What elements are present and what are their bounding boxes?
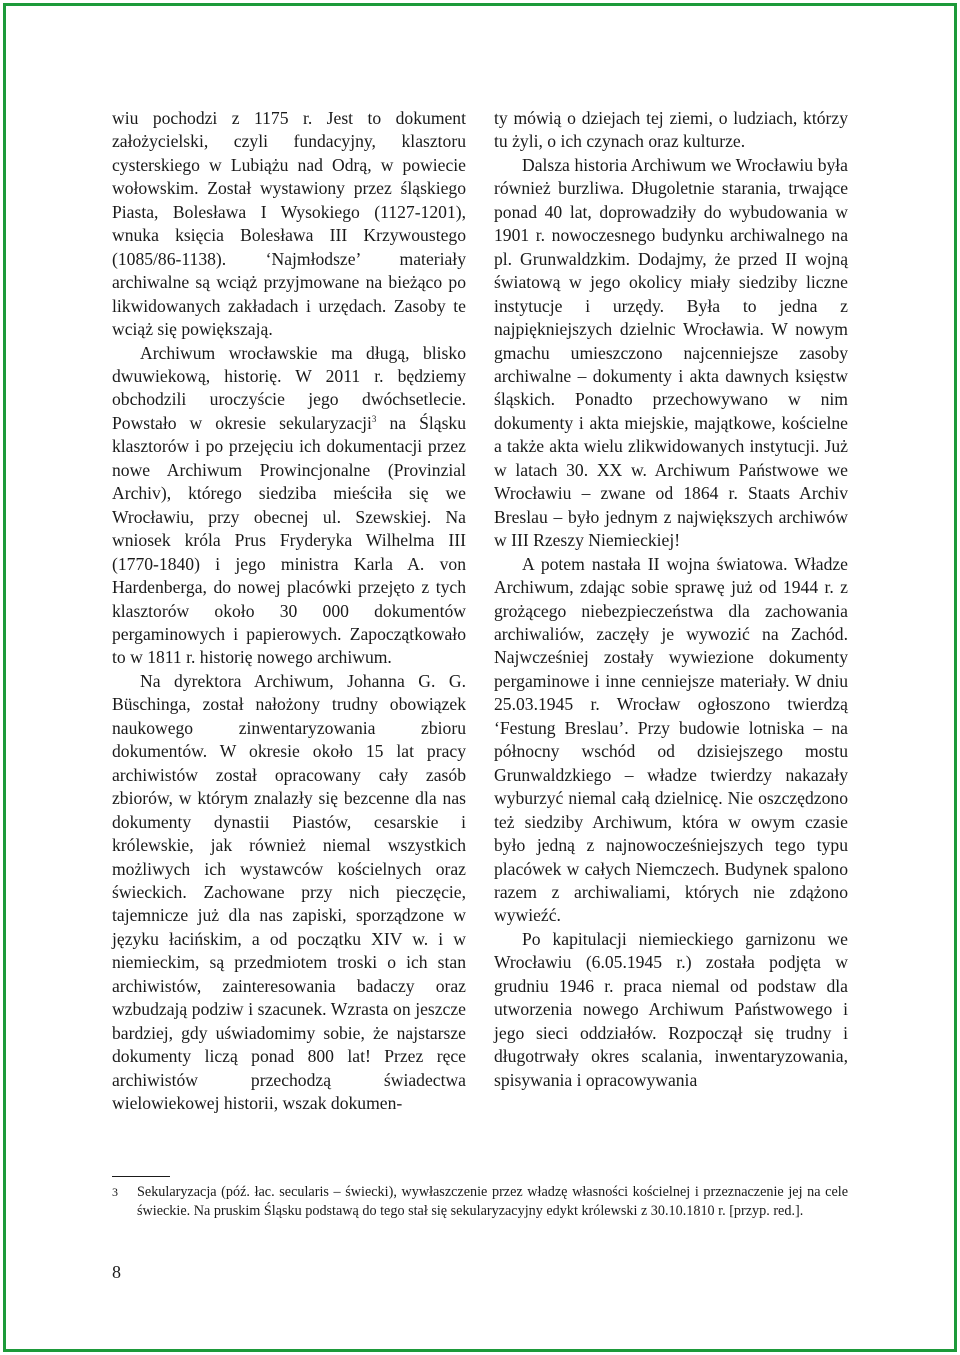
footnote — [112, 1183, 848, 1221]
left-paragraph-2-text-b: na Śląsku klasztorów i po przejęciu ich dokumentacji przez nowe Archiwum Prowincjonalne (Provinzial Archiv), którego siedziba mieściła się we Wrocławiu, przy obecnej ul. Szewskiej. Na wniosek króla Prus Fryderyka Wilhelma III (1770-1840) i jego ministra Karla A. von Hardenberga, do nowej placówki przejęto z tych klasztorów około 30 000 dokumentów pergaminowych i papierowych. Zapoczątkowało to w 1811 r. historię nowego archiwum. — [112, 412, 467, 668]
right-paragraph-3: A potem nastała II wojna światowa. Władze Archiwum, zdając sobie sprawę już od 1944 r. z grożącego niebezpieczeństwa dla zachowania archiwaliów, zaczęły je wywozić na Zachód. Najwcześniej zostały wywiezione dokumenty pergaminowe i inne cenniejsze materiały. W dniu 25.03.1945 r. Wrocław ogłoszono twierdzą ‘Festung Breslau’. Przy budowie lotniska – na północny wschód od dzisiejszego mostu Grunwaldzkiego – władze twierdzy nakazały wyburzyć niemal całą dzielnicę. Nie oszczędzono też siedziby Archiwum, która w owym czasie było jedną z najnowocześniejszych tego typu placówek w całych Niemczech. Budynek spalono razem z archiwaliami, których nie zdążono wywieźć. — [494, 553, 848, 926]
left-paragraph-2-text-a: Archiwum wrocławskie ma długą, blisko dwuwiekową, historię. W 2011 r. będziemy obchodzili uroczyście jego dwóchsetlecie. Powstało w okresie sekularyzacji — [112, 342, 466, 433]
page-number: 8 — [112, 1262, 121, 1282]
left-column — [112, 107, 466, 1115]
right-paragraph-1: ty mówią o dziejach tej ziemi, o ludziach, którzy tu żyli, o ich czynach oraz kulturze. — [494, 108, 848, 152]
right-paragraph-4: Po kapitulacji niemieckiego garnizonu we Wrocławiu (6.05.1945 r.) została podjęta w grudniu 1946 r. praca niemal od podstaw dla utworzenia nowego Archiwum Państwowego i jego sieci oddziałów. Rozpoczął się trudny i długotrwały okres scalania, inwentaryzowania, spisywania i opracowywania — [494, 928, 848, 1090]
footnote-number: 3 — [112, 1185, 118, 1199]
right-paragraph-2: Dalsza historia Archiwum we Wrocławiu była również burzliwa. Długoletnie starania, trwające ponad 40 lat, doprowadziły do wybudowania w 1901 r. nowoczesnego budynku archiwalnego na pl. Grunwaldzkim. Dodajmy, że przed II wojną światową w jego okolicy miały siedziby liczne instytucje i urzędy. Była to jedna z najpiękniejszych dzielnic Wrocławia. W nowym gmachu umieszczono najcenniejsze zasoby archiwalne – dokumenty i akta dawnych księstw śląskich. Ponadto przechowywano w nim dokumenty i akta miejskie, majątkowe, kościelne a także akta wielu zlikwidowanych instytucji. Już w latach 30. XX w. Archiwum Państwowe we Wrocławiu – zwane od 1864 r. Staats Archiv Breslau – było jednym z największych archiwów w III Rzeszy Niemieckiej! — [494, 154, 848, 551]
left-paragraph-1: wiu pochodzi z 1175 r. Jest to dokument założycielski, czyli fundacyjny, klasztoru cysterskiego w Lubiążu nad Odrą, w powiecie wołowskim. Został wystawiony przez śląskiego Piasta, Bolesława I Wysokiego (1127-1201), wnuka księcia Bolesława III Krzywoustego (1085/86-1138). ‘Najmłodsze’ materiały archiwalne są wciąż przyjmowane na bieżąco po likwidowanych zakładach i urzędach. Zasoby te wciąż się powiększają. — [112, 108, 466, 340]
footnote-divider — [112, 1176, 170, 1177]
left-paragraph-2 — [112, 342, 466, 670]
footnote-text: Sekularyzacja (póź. łac. secularis – świecki), wywłaszczenie przez władzę własności kościelnej i przeznaczenie jej na cele świeckie. Na pruskim Śląsku podstawą do tego stał się sekularyzacyjny edykt królewski z 30.10.1810 r. [przyp. red.]. — [137, 1184, 848, 1219]
footnote-reference: 3 — [371, 414, 377, 425]
right-column — [494, 107, 848, 1092]
left-paragraph-3: Na dyrektora Archiwum, Johanna G. G. Büschinga, został nałożony trudny obowiązek naukowego zinwentaryzowania zbioru dokumentów. W okresie około 15 lat pracy archiwistów został opracowany cały zasób zbiorów, w którym znalazły się bezcenne dla nas dokumenty dynastii Piastów, cesarskie i królewskie, jak również niemal wszystkich możliwych ich wystawców kościelnych oraz świeckich. Zachowane przy nich pieczęcie, tajemnicze już dla nas zapiski, sporządzone w języku łacińskim, a od początku XIV w. i w niemieckim, są przedmiotem troski o ich stan archiwistów, zainteresowania badaczy oraz wzbudzają podziw i szacunek. Wzrasta on jeszcze bardziej, gdy uświadomimy sobie, że najstarsze dokumenty liczą ponad 800 lat! Przez ręce archiwistów przechodzą świadectwa wielowiekowej historii, wszak dokumen- — [112, 670, 466, 1114]
